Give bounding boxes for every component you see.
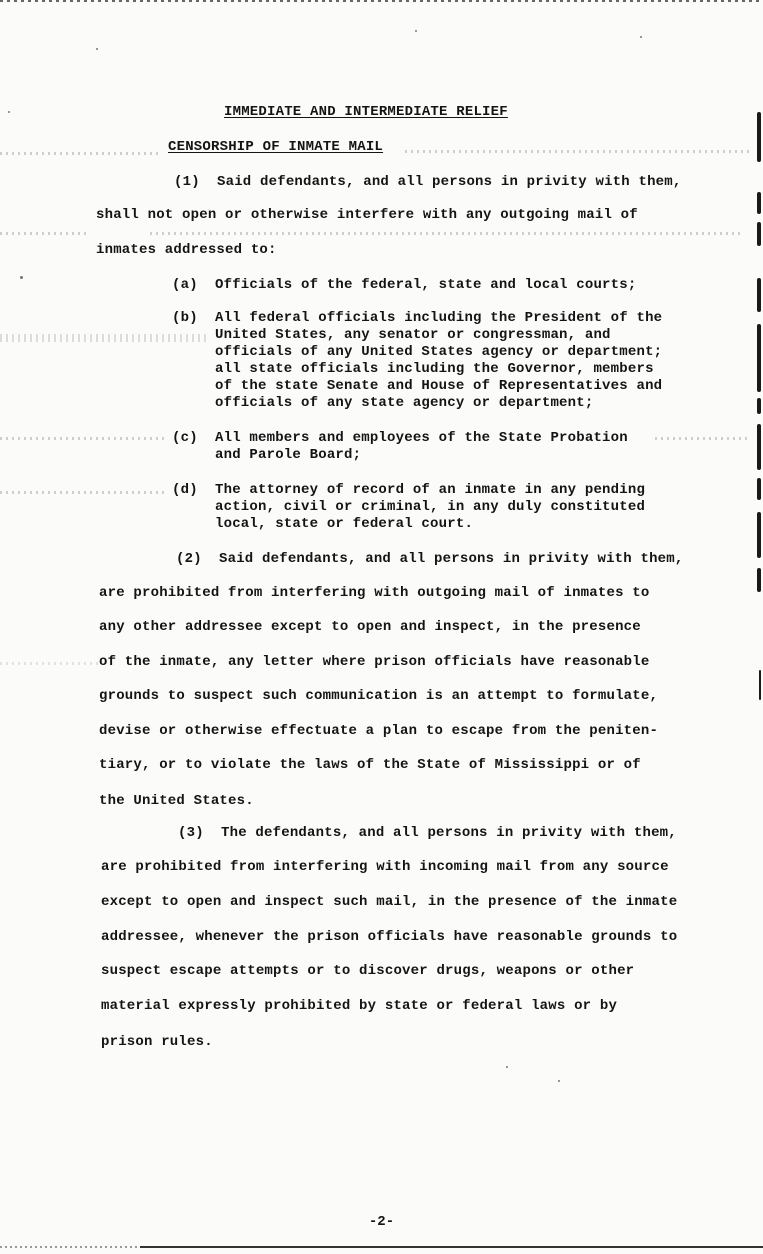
scan-bottom-edge — [0, 1246, 140, 1248]
paragraph-3-line: (3) The defendants, and all persons in privity with them, — [178, 825, 677, 841]
paragraph-3-line: except to open and inspect such mail, in the presence of the inmate — [101, 894, 678, 910]
page-number: -2- — [368, 1214, 395, 1230]
scan-speck — [640, 36, 642, 38]
item-b-text: all state officials including the Governor, members — [215, 361, 654, 377]
item-d-text: The attorney of record of an inmate in any pending — [215, 482, 646, 498]
paragraph-2-line: of the inmate, any letter where prison officials have reasonable — [99, 654, 650, 670]
binding-mark — [757, 568, 761, 592]
paragraph-3-line: addressee, whenever the prison officials have reasonable grounds to — [101, 929, 678, 945]
item-c-text: All members and employees of the State Probation — [215, 430, 628, 446]
item-a-text: Officials of the federal, state and local courts; — [215, 277, 637, 293]
binding-mark — [757, 222, 761, 246]
item-b-text: of the state Senate and House of Representatives and — [215, 378, 663, 394]
scan-speck — [8, 111, 10, 113]
binding-mark — [757, 112, 761, 162]
item-b-label: (b) — [172, 310, 198, 326]
binding-mark — [759, 670, 761, 700]
binding-mark — [757, 398, 761, 414]
paragraph-3-line: prison rules. — [101, 1034, 213, 1050]
paragraph-3-line: suspect escape attempts or to discover drugs, weapons or other — [101, 963, 635, 979]
item-c-text: and Parole Board; — [215, 447, 362, 463]
binding-mark — [757, 478, 761, 500]
paragraph-2-line: the United States. — [99, 793, 254, 809]
scan-noise — [0, 662, 100, 665]
paragraph-2-line: any other addressee except to open and inspect, in the presence — [99, 619, 641, 635]
scan-noise — [0, 437, 165, 440]
item-d-text: action, civil or criminal, in any duly constituted — [215, 499, 646, 515]
paragraph-3-line: material expressly prohibited by state or federal laws or by — [101, 998, 618, 1014]
scan-noise — [655, 437, 750, 440]
scan-speck — [96, 48, 98, 50]
scan-noise — [405, 150, 750, 153]
binding-mark — [757, 424, 761, 470]
paragraph-2-line: (2) Said defendants, and all persons in privity with them, — [176, 551, 684, 567]
item-d-text: local, state or federal court. — [215, 516, 474, 532]
paragraph-2-line: grounds to suspect such communication is an attempt to formulate, — [99, 688, 659, 704]
scan-speck — [558, 1080, 560, 1082]
section-subtitle: CENSORSHIP OF INMATE MAIL — [168, 139, 384, 155]
paragraph-2-line: tiary, or to violate the laws of the State of Mississippi or of — [99, 757, 641, 773]
scan-noise — [0, 232, 90, 235]
item-a-label: (a) — [172, 277, 198, 293]
scan-speck — [20, 276, 23, 279]
scan-bottom-edge — [140, 1246, 763, 1248]
paragraph-2-line: devise or otherwise effectuate a plan to escape from the peniten- — [99, 723, 659, 739]
binding-mark — [757, 278, 761, 312]
item-d-label: (d) — [172, 482, 198, 498]
scan-noise — [0, 334, 210, 342]
scan-noise — [0, 491, 165, 494]
paragraph-1-line: shall not open or otherwise interfere with any outgoing mail of — [96, 207, 638, 223]
item-b-text: officials of any state agency or department; — [215, 395, 594, 411]
section-title: IMMEDIATE AND INTERMEDIATE RELIEF — [224, 104, 508, 120]
scan-speck — [415, 30, 417, 32]
scan-noise — [0, 152, 160, 155]
item-b-text: officials of any United States agency or department; — [215, 344, 663, 360]
item-b-text: United States, any senator or congressman, and — [215, 327, 611, 343]
binding-mark — [757, 324, 761, 392]
scan-top-edge — [0, 0, 763, 2]
binding-mark — [757, 512, 761, 558]
paragraph-1-line: (1) Said defendants, and all persons in privity with them, — [174, 174, 682, 190]
paragraph-1-line: inmates addressed to: — [96, 242, 277, 258]
paragraph-3-line: are prohibited from interfering with incoming mail from any source — [101, 859, 669, 875]
paragraph-2-line: are prohibited from interfering with outgoing mail of inmates to — [99, 585, 650, 601]
binding-mark — [757, 192, 761, 214]
scan-speck — [506, 1066, 508, 1068]
item-c-label: (c) — [172, 430, 198, 446]
item-b-text: All federal officials including the President of the — [215, 310, 663, 326]
scan-noise — [150, 232, 740, 235]
